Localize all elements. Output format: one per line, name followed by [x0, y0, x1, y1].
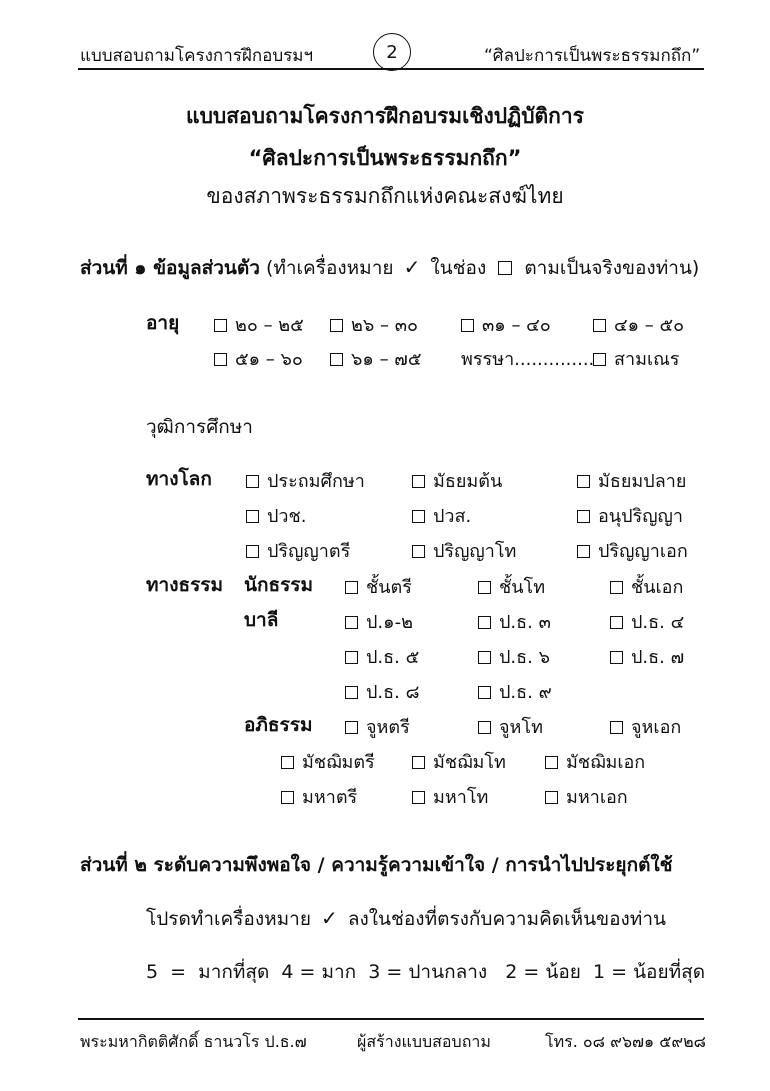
checkbox[interactable] [345, 616, 358, 629]
checkbox[interactable] [412, 756, 425, 769]
checkbox[interactable] [412, 475, 425, 488]
checkbox[interactable] [577, 545, 590, 558]
title-line-1: แบบสอบถามโครงการฝึกอบรมเชิงปฏิบัติการ [186, 104, 584, 128]
checkbox[interactable] [345, 581, 358, 594]
age-option-6[interactable]: ๖๑ – ๗๕ [330, 344, 421, 373]
section2-instruction-row [146, 904, 666, 934]
abhidhamma-option[interactable]: มัชฌิมตรี [281, 747, 375, 776]
checkbox[interactable] [610, 721, 623, 734]
education-label: วุฒิการศึกษา [146, 416, 253, 438]
check-mark-icon: ✓ [403, 255, 421, 279]
section2-instruction-b: ลงในช่องที่ตรงกับความคิดเห็นของท่าน [347, 908, 666, 930]
checkbox[interactable] [545, 756, 558, 769]
checkbox[interactable] [593, 319, 606, 332]
checkbox[interactable] [478, 651, 491, 664]
naktham-option[interactable]: ชั้นตรี [345, 572, 412, 601]
header-right: “ศิลปะการเป็นพระธรรมกถึก” [484, 46, 701, 66]
checkbox[interactable] [478, 721, 491, 734]
checkbox[interactable] [246, 475, 259, 488]
pali-option[interactable]: ป.ธ. ๙ [478, 677, 552, 706]
rating-scale: 5 = มากที่สุด 4 = มาก 3 = ปานกลาง 2 = น้อย 1 = น้อยที่สุด [146, 961, 706, 983]
age-option-1[interactable]: ๒๐ – ๒๕ [214, 310, 304, 339]
check-mark-icon: ✓ [321, 906, 338, 930]
age-option-4[interactable]: ๔๑ – ๕๐ [593, 310, 684, 339]
section1-instruction-a: (ทำเครื่องหมาย [265, 257, 394, 279]
checkbox[interactable] [214, 319, 227, 332]
secular-option[interactable]: ประถมศึกษา [246, 466, 365, 495]
secular-label: ทางโลก [146, 468, 212, 490]
checkbox[interactable] [593, 353, 606, 366]
checkbox[interactable] [461, 319, 474, 332]
naktham-option[interactable]: ชั้นเอก [610, 572, 683, 601]
abhidhamma-option[interactable]: จูหเอก [610, 712, 681, 741]
secular-option[interactable]: มัธยมต้น [412, 466, 502, 495]
title-line-3: ของสภาพระธรรมกถึกแห่งคณะสงฆ์ไทย [206, 184, 564, 208]
secular-option[interactable]: ปริญญาตรี [246, 536, 350, 565]
footer-author: พระมหากิตติศักดิ์ ธานวโร ป.ธ.๗ [80, 1032, 307, 1051]
section2-heading: ส่วนที่ ๒ ระดับความพึงพอใจ / ความรู้ความเข้าใจ / การนำไปประยุกต์ใช้ [80, 854, 673, 876]
age-option-5[interactable]: ๕๑ – ๖๐ [214, 344, 303, 373]
secular-option[interactable]: ปริญญาโท [412, 536, 516, 565]
pali-label: บาลี [244, 609, 279, 631]
footer-role: ผู้สร้างแบบสอบถาม [357, 1032, 491, 1051]
secular-option[interactable]: ปวส. [412, 501, 471, 530]
abhidhamma-option[interactable]: มหาเอก [545, 782, 628, 811]
dhamma-label: ทางธรรม [146, 574, 224, 596]
section1-heading-row [80, 253, 699, 283]
checkbox[interactable] [281, 791, 294, 804]
checkbox[interactable] [412, 545, 425, 558]
section1-instruction-c: ตามเป็นจริงของท่าน) [524, 257, 700, 279]
pali-option[interactable]: ป.ธ. ๕ [345, 642, 419, 671]
checkbox[interactable] [246, 545, 259, 558]
pali-option[interactable]: ป.ธ. ๔ [610, 607, 684, 636]
checkbox[interactable] [345, 651, 358, 664]
checkbox[interactable] [412, 791, 425, 804]
abhidhamma-option[interactable]: จูหโท [478, 712, 543, 741]
naktham-option[interactable]: ชั้นโท [478, 572, 545, 601]
header-rule [78, 68, 704, 70]
page-number: 2 [373, 33, 411, 71]
pali-option[interactable]: ป.ธ. ๖ [478, 642, 550, 671]
checkbox[interactable] [281, 756, 294, 769]
checkbox[interactable] [246, 510, 259, 523]
checkbox[interactable] [345, 721, 358, 734]
title-line-2: “ศิลปะการเป็นพระธรรมกถึก” [248, 146, 522, 170]
age-option-2[interactable]: ๒๖ – ๓๐ [330, 310, 418, 339]
checkbox[interactable] [577, 510, 590, 523]
section1-heading: ส่วนที่ ๑ ข้อมูลส่วนตัว [80, 257, 260, 279]
section2-instruction-a: โปรดทำเครื่องหมาย [146, 908, 311, 930]
abhidhamma-label: อภิธรรม [244, 714, 313, 736]
pali-option[interactable]: ป.๑-๒ [345, 607, 413, 636]
checkbox[interactable] [214, 353, 227, 366]
abhidhamma-option[interactable]: มัชฌิมโท [412, 747, 506, 776]
checkbox[interactable] [330, 353, 343, 366]
secular-option[interactable]: ปริญญาเอก [577, 536, 688, 565]
checkbox[interactable] [478, 581, 491, 594]
age-label: อายุ [146, 312, 180, 334]
age-option-novice[interactable]: สามเณร [593, 344, 679, 373]
age-option-3[interactable]: ๓๑ – ๔๐ [461, 310, 551, 339]
abhidhamma-option[interactable]: มัชฌิมเอก [545, 747, 645, 776]
pali-option[interactable]: ป.ธ. ๘ [345, 677, 419, 706]
pali-option[interactable]: ป.ธ. ๓ [478, 607, 551, 636]
header-left: แบบสอบถามโครงการฝึกอบรมฯ [80, 46, 314, 66]
abhidhamma-option[interactable]: มหาโท [412, 782, 488, 811]
checkbox[interactable] [610, 651, 623, 664]
secular-option[interactable]: มัธยมปลาย [577, 466, 686, 495]
checkbox[interactable] [610, 581, 623, 594]
checkbox[interactable] [478, 686, 491, 699]
secular-option[interactable]: อนุปริญญา [577, 501, 683, 530]
checkbox[interactable] [345, 686, 358, 699]
checkbox[interactable] [545, 791, 558, 804]
footer-phone: โทร. ๐๘ ๙๖๗๑ ๕๙๒๘ [545, 1032, 706, 1051]
checkbox[interactable] [330, 319, 343, 332]
naktham-label: นักธรรม [244, 574, 314, 596]
footer-rule [78, 1018, 704, 1020]
checkbox-example-icon [498, 261, 512, 275]
vassa-field[interactable]: พรรษา.............. [461, 349, 595, 370]
abhidhamma-option[interactable]: มหาตรี [281, 782, 357, 811]
pali-option[interactable]: ป.ธ. ๗ [610, 642, 684, 671]
abhidhamma-option[interactable]: จูหตรี [345, 712, 410, 741]
checkbox[interactable] [412, 510, 425, 523]
checkbox[interactable] [577, 475, 590, 488]
checkbox[interactable] [478, 616, 491, 629]
checkbox[interactable] [610, 616, 623, 629]
section1-instruction-b: ในช่อง [430, 257, 487, 279]
secular-option[interactable]: ปวช. [246, 501, 306, 530]
